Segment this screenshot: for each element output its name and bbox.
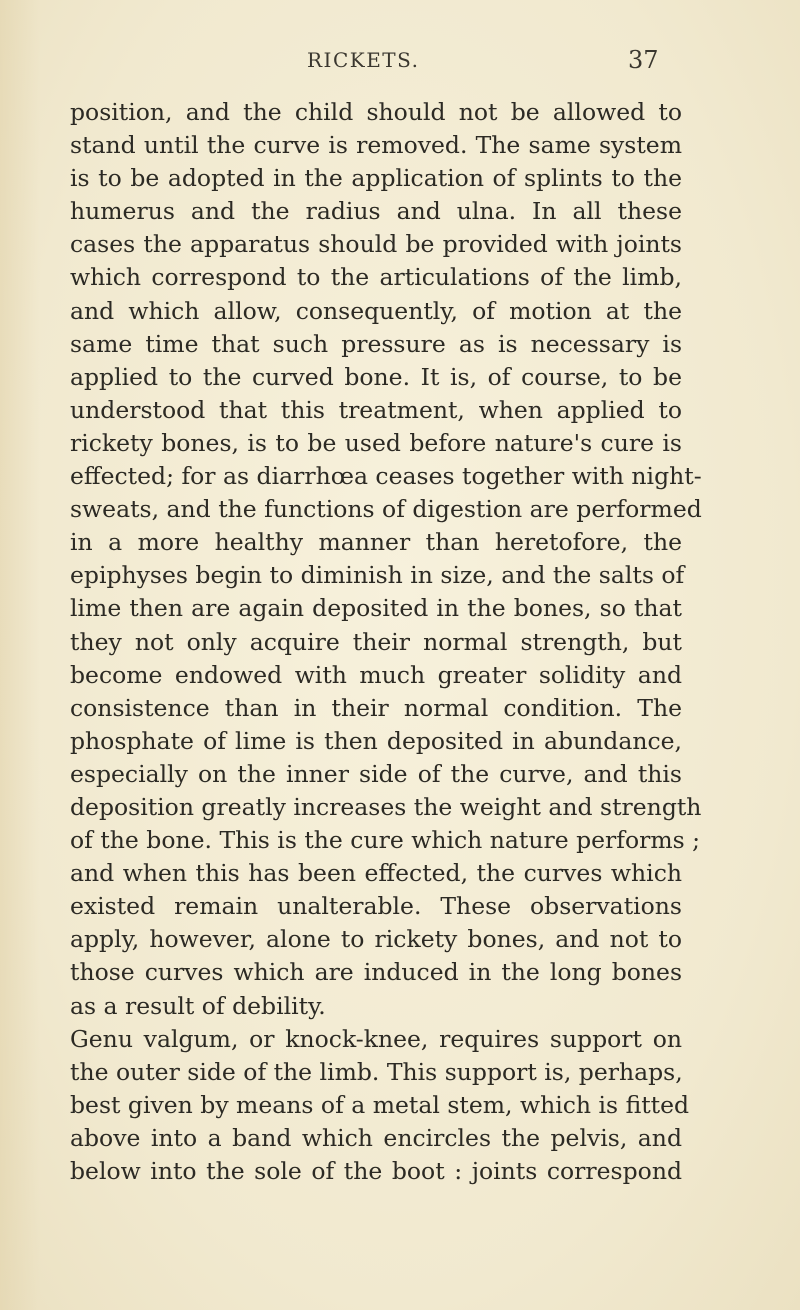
- text-line: sweats, and the functions of digestion are performed: [70, 495, 702, 524]
- text-line: as a result of debility.: [70, 991, 326, 1020]
- text-line: rickety bones, is to be used before nature's cure is: [70, 428, 682, 457]
- text-line: apply, however, alone to rickety bones, and not to: [70, 925, 682, 954]
- text-line: and when this has been effected, the curves which: [70, 859, 682, 888]
- text-line: deposition greatly increases the weight and strength: [70, 792, 702, 821]
- text-line: cases the apparatus should be provided with joints: [70, 230, 682, 259]
- page-header: [0, 48, 800, 78]
- text-line: become endowed with much greater solidity and: [70, 660, 682, 689]
- text-line: existed remain unalterable. These observations: [70, 892, 682, 921]
- text-line: applied to the curved bone. It is, of course, to be: [70, 362, 682, 391]
- text-line: humerus and the radius and ulna. In all these: [70, 197, 682, 226]
- text-line: above into a band which encircles the pelvis, and: [70, 1123, 682, 1152]
- text-line: especially on the inner side of the curve, and this: [70, 759, 682, 788]
- text-line: they not only acquire their normal strength, but: [70, 627, 682, 656]
- text-line: consistence than in their normal condition. The: [70, 693, 682, 722]
- text-line: position, and the child should not be allowed to: [70, 98, 682, 126]
- text-line: epiphyses begin to diminish in size, and the salts of: [70, 561, 685, 590]
- text-line: same time that such pressure as is necessary is: [70, 329, 682, 358]
- text-line: phosphate of lime is then deposited in abundance,: [70, 726, 682, 755]
- text-line: of the bone. This is the cure which nature performs ;: [70, 826, 701, 855]
- text-line: the outer side of the limb. This support is, perhaps,: [70, 1057, 683, 1086]
- text-line: those curves which are induced in the long bones: [70, 958, 682, 987]
- text-line: in a more healthy manner than heretofore, the: [70, 528, 682, 557]
- text-line: understood that this treatment, when applied to: [70, 395, 682, 424]
- text-line: Genu valgum, or knock-knee, requires support on: [70, 1024, 682, 1053]
- text-line: best given by means of a metal stem, which is fitted: [70, 1090, 690, 1119]
- text-line: which correspond to the articulations of the limb,: [70, 263, 682, 292]
- text-line: and which allow, consequently, of motion at the: [70, 296, 682, 325]
- text-line: is to be adopted in the application of splints to the: [70, 164, 682, 193]
- text-line: stand until the curve is removed. The same system: [70, 131, 682, 160]
- running-head: RICKETS.: [307, 48, 420, 72]
- body-text: [70, 96, 702, 1188]
- page-number: 37: [628, 46, 659, 74]
- text-line: below into the sole of the boot : joints correspond: [70, 1157, 682, 1185]
- text-line: effected; for as diarrhœa ceases together with night-: [70, 462, 702, 491]
- text-line: lime then are again deposited in the bones, so that: [70, 594, 682, 623]
